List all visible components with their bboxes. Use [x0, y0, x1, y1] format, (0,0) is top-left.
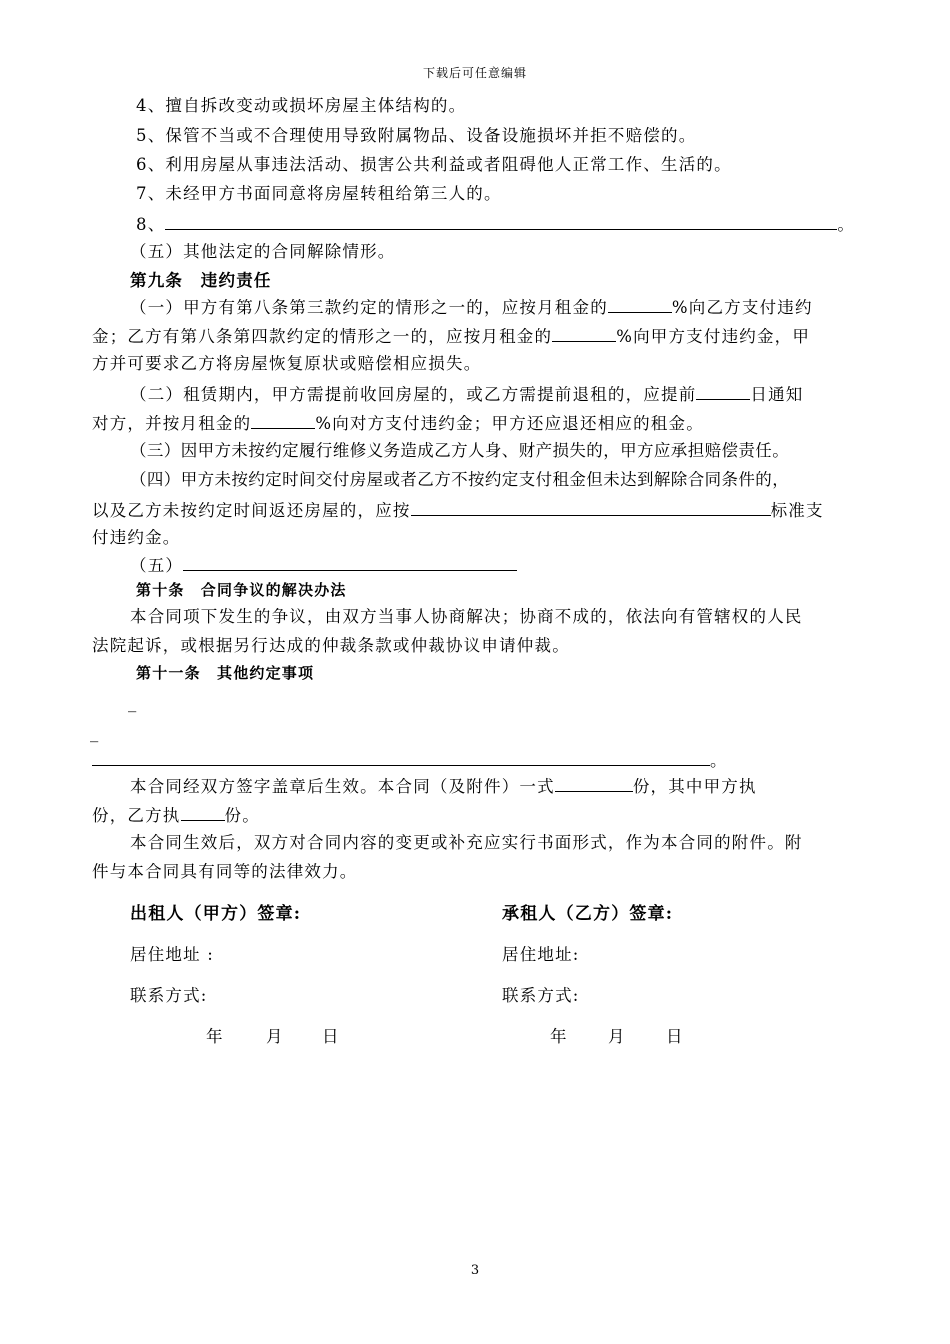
lessor-address-label: 居住地址 :: [130, 945, 215, 964]
blank-line: [251, 411, 315, 429]
article-9-para-4-line-1: （四）甲方未按约定时间交付房屋或者乙方不按约定支付租金但未达到解除合同条件的，: [130, 470, 790, 489]
clause-item-8-suffix: 。: [837, 215, 856, 234]
clause-item-4: 4、擅自拆改变动或损坏房屋主体结构的。: [136, 96, 467, 115]
clause-item-8: [136, 212, 855, 236]
effect-para-2-line-2: 件与本合同具有同等的法律效力。: [92, 862, 358, 881]
effect-para-1-line-1: [130, 774, 757, 798]
article-10-para-line-1: 本合同项下发生的争议，由双方当事人协商解决；协商不成的，依法向有管辖权的人民: [130, 607, 803, 626]
lessee-contact-label: 联系方式:: [502, 986, 580, 1005]
clause-item-7: 7、未经甲方书面同意将房屋转租给第三人的。: [136, 184, 502, 203]
lessee-date-month: 月: [608, 1027, 626, 1046]
text: 对方，并按月租金的: [92, 414, 252, 433]
article-11-blank-3: [92, 748, 728, 772]
text: 。: [710, 751, 728, 770]
effect-para-2-line-1: 本合同生效后，双方对合同内容的变更或补充应实行书面形式，作为本合同的附件。附: [130, 833, 803, 852]
blank-line: [555, 774, 633, 792]
article-10-title: 第十条 合同争议的解决办法: [136, 581, 347, 599]
text: 以及乙方未按约定时间返还房屋的，应按: [92, 501, 411, 520]
blank-line: [92, 748, 710, 766]
text: 标准支: [770, 501, 824, 520]
lessor-date-day: 日: [322, 1027, 340, 1046]
article-9-para-1-line-2: [92, 324, 810, 348]
effect-para-1-line-2: [92, 803, 260, 827]
text: %向乙方支付违约: [671, 298, 813, 317]
text: 份。: [224, 806, 260, 825]
article-10-para-line-2: 法院起诉，或根据另行达成的仲裁条款或仲裁协议申请仲裁。: [92, 636, 570, 655]
lessor-date-month: 月: [266, 1027, 284, 1046]
lessor-contact-label: 联系方式:: [130, 986, 208, 1005]
lessee-date-day: 日: [666, 1027, 684, 1046]
text: （五）: [130, 556, 184, 575]
text: （一）甲方有第八条第三款约定的情形之一的，应按月租金的: [130, 298, 608, 317]
lessor-date-year: 年: [206, 1027, 224, 1046]
clause-item-8-prefix: 8、: [136, 215, 166, 234]
article-9-para-1-line-3: 方并可要求乙方将房屋恢复原状或赔偿相应损失。: [92, 354, 482, 373]
article-9-para-2-line-2: [92, 411, 704, 435]
article-9-para-1-line-1: [130, 295, 813, 319]
text: 日通知: [750, 385, 804, 404]
article-9-para-2-line-1: [130, 382, 804, 406]
page-number: 3: [470, 1263, 480, 1278]
text: 份，乙方执: [92, 806, 181, 825]
blank-line: [608, 295, 672, 313]
article-9-para-4-line-3: 付违约金。: [92, 528, 181, 547]
lessee-address-label: 居住地址:: [502, 945, 580, 964]
blank-line: [183, 553, 517, 571]
article-11-blank-1: _: [128, 693, 138, 712]
blank-line: [181, 803, 225, 821]
lessor-signature-title: 出租人（甲方）签章:: [130, 904, 302, 924]
text: 金；乙方有第八条第四款约定的情形之一的，应按月租金的: [92, 327, 553, 346]
page-header: 下载后可任意编辑: [422, 66, 527, 80]
article-9-para-4-line-2: [92, 498, 824, 522]
blank-line: [552, 324, 616, 342]
lessee-date-year: 年: [550, 1027, 568, 1046]
text: %向对方支付违约金；甲方还应退还相应的租金。: [315, 414, 704, 433]
clause-item-6: 6、利用房屋从事违法活动、损害公共利益或者阻碍他人正常工作、生活的。: [136, 155, 732, 174]
article-11-blank-2: _: [90, 723, 100, 742]
blank-line: [696, 382, 750, 400]
text: 份，其中甲方执: [632, 777, 757, 796]
clause-other-termination: （五）其他法定的合同解除情形。: [130, 242, 396, 261]
text: （二）租赁期内，甲方需提前收回房屋的，或乙方需提前退租的，应提前: [130, 385, 697, 404]
blank-line: [411, 498, 771, 516]
text: %向甲方支付违约金，甲: [616, 327, 811, 346]
clause-item-5: 5、保管不当或不合理使用导致附属物品、设备设施损坏并拒不赔偿的。: [136, 126, 697, 145]
text: 本合同经双方签字盖章后生效。本合同（及附件）一式: [130, 777, 555, 796]
article-9-para-5: [130, 553, 517, 577]
article-9-title: 第九条 违约责任: [130, 271, 272, 290]
article-9-para-3: （三）因甲方未按约定履行维修义务造成乙方人身、财产损失的，甲方应承担赔偿责任。: [130, 441, 790, 460]
article-11-title: 第十一条 其他约定事项: [136, 664, 315, 682]
blank-line: [165, 212, 837, 230]
lessee-signature-title: 承租人（乙方）签章:: [502, 904, 674, 924]
